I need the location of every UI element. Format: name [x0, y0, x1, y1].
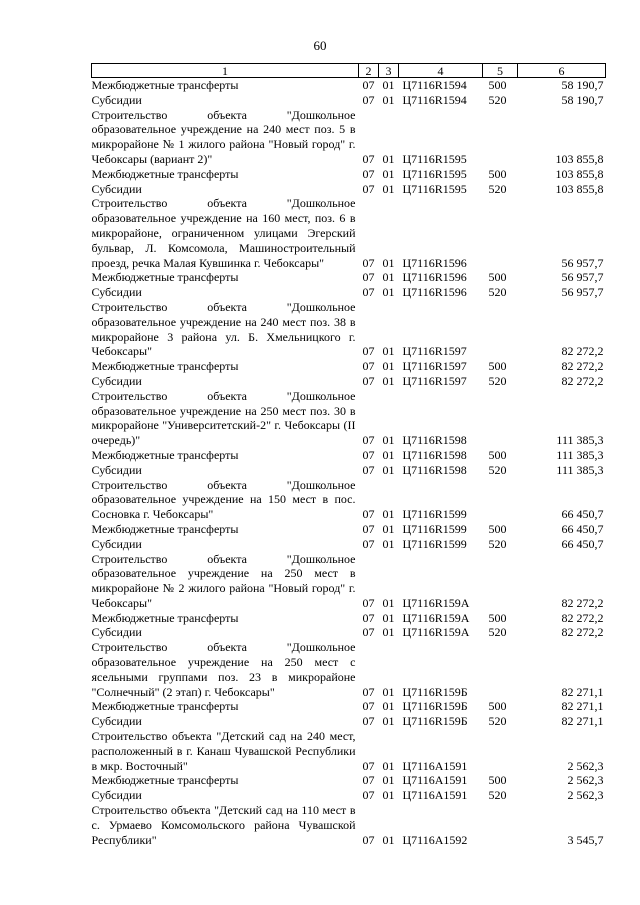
row-subsection: 01: [382, 462, 395, 477]
row-expense-kind: 520: [488, 92, 507, 107]
row-target-code: Ц7116А1591: [402, 788, 468, 803]
row-amount: 103 855,8: [555, 151, 604, 166]
row-amount: 66 450,7: [561, 521, 604, 536]
row-name: Межбюджетные трансферты: [91, 447, 239, 462]
row-amount: 82 272,2: [561, 373, 604, 388]
row-subsection: 01: [382, 684, 395, 699]
row-subsection: 01: [382, 78, 395, 92]
row-expense-kind: 520: [488, 788, 507, 803]
row-amount: 66 450,7: [561, 507, 604, 522]
row-name: Межбюджетные трансферты: [91, 78, 239, 92]
row-subsection: 01: [382, 433, 395, 448]
row-amount: 82 271,1: [561, 699, 604, 714]
row-name: Субсидии: [91, 714, 142, 729]
row-section: 07: [362, 684, 375, 699]
row-subsection: 01: [382, 447, 395, 462]
row-section: 07: [362, 447, 375, 462]
row-name: Субсидии: [91, 181, 142, 196]
row-name: Строительство объекта "Дошкольное образовательное учреждение на 250 мест в микрорайоне № 2 жилого района "Новый город" г. Чебоксары": [91, 551, 356, 610]
table-row: [92, 108, 606, 167]
row-target-code: Ц7116R1597: [402, 359, 467, 374]
row-name: Субсидии: [91, 92, 142, 107]
table-row: [92, 773, 606, 788]
header-col-1: 1: [92, 64, 359, 78]
page-number: 60: [313, 38, 327, 53]
row-name: Строительство объекта "Дошкольное образовательное учреждение на 240 мест поз. 5 в микрорайоне № 1 жилого района "Новый город" г. Чебоксары (вариант 2)": [91, 107, 356, 166]
row-expense-kind: [483, 478, 518, 522]
table-row: [92, 167, 606, 182]
row-name: Межбюджетные трансферты: [91, 521, 239, 536]
header-col-5: 5: [483, 64, 518, 78]
row-expense-kind: 520: [488, 625, 507, 640]
row-amount: 82 272,2: [561, 625, 604, 640]
table-row: [92, 270, 606, 285]
row-section: 07: [362, 699, 375, 714]
row-amount: 111 385,3: [556, 433, 604, 448]
row-subsection: 01: [382, 507, 395, 522]
row-expense-kind: 500: [488, 270, 507, 285]
row-section: 07: [362, 714, 375, 729]
row-section: 07: [362, 773, 375, 788]
row-target-code: Ц7116R159Б: [402, 714, 468, 729]
row-amount: 56 957,7: [561, 285, 604, 300]
row-section: 07: [362, 92, 375, 107]
row-name: Строительство объекта "Дошкольное образовательное учреждение на 250 мест поз. 30 в микрорайоне "Университетский-2" г. Чебоксары (II очередь)": [91, 388, 356, 448]
header-col-2: 2: [359, 64, 379, 78]
row-expense-kind: 500: [488, 447, 507, 462]
row-amount: 56 957,7: [561, 270, 604, 285]
row-section: 07: [362, 373, 375, 388]
row-name: Межбюджетные трансферты: [91, 270, 239, 285]
row-amount: 103 855,8: [555, 181, 604, 196]
row-name: Межбюджетные трансферты: [91, 699, 239, 714]
row-name: Строительство объекта "Детский сад на 110 мест в с. Урмаево Комсомольского района Чувашской Республики": [91, 803, 356, 847]
table-row: [92, 640, 606, 699]
row-section: 07: [362, 788, 375, 803]
row-name: Субсидии: [91, 373, 142, 388]
row-expense-kind: [483, 108, 518, 167]
row-target-code: Ц7116R1596: [402, 285, 467, 300]
row-target-code: Ц7116R1598: [402, 462, 467, 477]
row-subsection: 01: [382, 285, 395, 300]
row-amount: 66 450,7: [561, 536, 604, 551]
row-amount: 82 272,2: [561, 359, 604, 374]
table-row: [92, 803, 606, 847]
row-subsection: 01: [382, 521, 395, 536]
table-row: [92, 300, 606, 359]
table-row: [92, 522, 606, 537]
row-section: 07: [362, 359, 375, 374]
row-target-code: Ц7116R1595: [402, 181, 467, 196]
row-section: 07: [362, 610, 375, 625]
row-target-code: Ц7116R1599: [402, 507, 467, 522]
header-col-3: 3: [379, 64, 399, 78]
row-expense-kind: [483, 196, 518, 270]
table-header: [92, 64, 606, 78]
row-target-code: Ц7116R159А: [402, 625, 470, 640]
table-row: [92, 285, 606, 300]
row-target-code: Ц7116А1591: [402, 773, 468, 788]
row-target-code: Ц7116R159А: [402, 595, 470, 610]
row-name: Межбюджетные трансферты: [91, 359, 239, 374]
row-target-code: Ц7116R1594: [402, 92, 467, 107]
row-amount: 2 562,3: [567, 758, 604, 773]
row-section: 07: [362, 462, 375, 477]
row-subsection: 01: [382, 270, 395, 285]
row-amount: 111 385,3: [556, 447, 604, 462]
row-target-code: Ц7116R1596: [402, 270, 467, 285]
table-row: [92, 448, 606, 463]
row-subsection: 01: [382, 151, 395, 166]
row-subsection: 01: [382, 610, 395, 625]
row-subsection: 01: [382, 758, 395, 773]
row-subsection: 01: [382, 536, 395, 551]
row-name: Строительство объекта "Дошкольное образовательное учреждение на 250 мест с ясельными группами поз. 23 в микрорайоне "Солнечный" (2 этап) г. Чебоксары": [91, 640, 356, 699]
row-subsection: 01: [382, 255, 395, 270]
row-subsection: 01: [382, 773, 395, 788]
row-target-code: Ц7116R1599: [402, 521, 467, 536]
row-subsection: 01: [382, 166, 395, 181]
table-row: [92, 359, 606, 374]
row-name: Межбюджетные трансферты: [91, 166, 239, 181]
table-row: [92, 552, 606, 611]
row-section: 07: [362, 536, 375, 551]
row-target-code: Ц7116R159Б: [402, 684, 468, 699]
row-section: 07: [362, 758, 375, 773]
row-expense-kind: [483, 803, 518, 847]
row-section: 07: [362, 521, 375, 536]
row-expense-kind: 500: [488, 699, 507, 714]
row-name: Субсидии: [91, 462, 142, 477]
row-expense-kind: [483, 389, 518, 448]
row-target-code: Ц7116R1599: [402, 536, 467, 551]
row-name: Субсидии: [91, 285, 142, 300]
row-subsection: 01: [382, 699, 395, 714]
row-amount: 111 385,3: [556, 462, 604, 477]
table-row: [92, 182, 606, 197]
row-expense-kind: 500: [488, 359, 507, 374]
row-amount: 103 855,8: [555, 166, 604, 181]
row-section: 07: [362, 255, 375, 270]
row-name: Субсидии: [91, 625, 142, 640]
row-expense-kind: 520: [488, 714, 507, 729]
row-expense-kind: [483, 729, 518, 773]
table-row: [92, 374, 606, 389]
row-section: 07: [362, 181, 375, 196]
row-subsection: 01: [382, 92, 395, 107]
row-expense-kind: [483, 640, 518, 699]
row-target-code: Ц7116R159Б: [402, 699, 468, 714]
row-target-code: Ц7116R1595: [402, 151, 467, 166]
table-row: [92, 196, 606, 270]
row-section: 07: [362, 832, 375, 847]
row-amount: 82 272,2: [561, 595, 604, 610]
row-name: Строительство объекта "Дошкольное образовательное учреждение на 240 мест поз. 38 в микрорайоне 3 района ул. Б. Хмельницкого г. Чебоксары": [91, 299, 356, 359]
row-amount: 58 190,7: [561, 92, 604, 107]
row-expense-kind: 520: [488, 462, 507, 477]
row-amount: 2 562,3: [567, 773, 604, 788]
row-name: Межбюджетные трансферты: [91, 610, 239, 625]
row-section: 07: [362, 433, 375, 448]
row-subsection: 01: [382, 344, 395, 359]
row-subsection: 01: [382, 832, 395, 847]
row-subsection: 01: [382, 595, 395, 610]
budget-table: [91, 63, 606, 847]
row-subsection: 01: [382, 181, 395, 196]
table-body: [92, 78, 606, 848]
row-name: Строительство объекта "Дошкольное образовательное учреждение на 160 мест, поз. 6 в микрорайоне, ограниченном улицами Эгерский бульвар, Л. Комсомола, Машиностроительный проезд, речка Малая Кувшинка г. Чебоксары": [91, 196, 356, 270]
row-target-code: Ц7116R1598: [402, 447, 467, 462]
row-subsection: 01: [382, 714, 395, 729]
row-amount: 58 190,7: [561, 78, 604, 92]
table-row: [92, 463, 606, 478]
row-section: 07: [362, 151, 375, 166]
row-expense-kind: 500: [488, 773, 507, 788]
row-amount: 3 545,7: [567, 832, 604, 847]
table-row: [92, 699, 606, 714]
row-section: 07: [362, 166, 375, 181]
row-section: 07: [362, 285, 375, 300]
table-row: [92, 714, 606, 729]
row-section: 07: [362, 507, 375, 522]
row-name: Межбюджетные трансферты: [91, 773, 239, 788]
row-expense-kind: 520: [488, 373, 507, 388]
row-expense-kind: 520: [488, 536, 507, 551]
row-expense-kind: [483, 300, 518, 359]
row-target-code: Ц7116А1592: [402, 832, 468, 847]
row-target-code: Ц7116R159А: [402, 610, 470, 625]
table-row: [92, 625, 606, 640]
row-section: 07: [362, 344, 375, 359]
row-target-code: Ц7116R1596: [402, 255, 467, 270]
row-name: Субсидии: [91, 536, 142, 551]
header-col-4: 4: [399, 64, 483, 78]
row-amount: 82 271,1: [561, 714, 604, 729]
table-row: [92, 537, 606, 552]
row-name: Строительство объекта "Детский сад на 240 мест, расположенный в г. Канаш Чувашской Республики в мкр. Восточный": [91, 729, 356, 773]
row-section: 07: [362, 625, 375, 640]
row-subsection: 01: [382, 373, 395, 388]
row-target-code: Ц7116R1594: [402, 78, 467, 92]
row-subsection: 01: [382, 788, 395, 803]
row-name: Строительство объекта "Дошкольное образовательное учреждение на 150 мест в пос. Сосновка г. Чебоксары": [91, 477, 356, 522]
header-col-6: 6: [518, 64, 606, 78]
table-row: [92, 93, 606, 108]
row-section: 07: [362, 270, 375, 285]
row-target-code: Ц7116R1597: [402, 373, 467, 388]
row-section: 07: [362, 595, 375, 610]
row-expense-kind: 520: [488, 181, 507, 196]
row-target-code: Ц7116А1591: [402, 758, 468, 773]
row-expense-kind: 500: [488, 78, 507, 92]
table-row: [92, 78, 606, 93]
row-amount: 82 272,2: [561, 344, 604, 359]
row-subsection: 01: [382, 359, 395, 374]
row-amount: 82 272,2: [561, 610, 604, 625]
row-expense-kind: [483, 552, 518, 611]
row-amount: 82 271,1: [561, 684, 604, 699]
table-row: [92, 389, 606, 448]
table-row: [92, 788, 606, 803]
table-row: [92, 729, 606, 773]
row-expense-kind: 500: [488, 166, 507, 181]
row-expense-kind: 520: [488, 285, 507, 300]
row-expense-kind: 500: [488, 521, 507, 536]
row-name: Субсидии: [91, 788, 142, 803]
row-target-code: Ц7116R1598: [402, 433, 467, 448]
row-section: 07: [362, 78, 375, 92]
row-subsection: 01: [382, 625, 395, 640]
table-row: [92, 478, 606, 522]
row-amount: 2 562,3: [567, 788, 604, 803]
row-target-code: Ц7116R1595: [402, 166, 467, 181]
row-target-code: Ц7116R1597: [402, 344, 467, 359]
table-row: [92, 611, 606, 626]
row-expense-kind: 500: [488, 610, 507, 625]
row-amount: 56 957,7: [561, 255, 604, 270]
